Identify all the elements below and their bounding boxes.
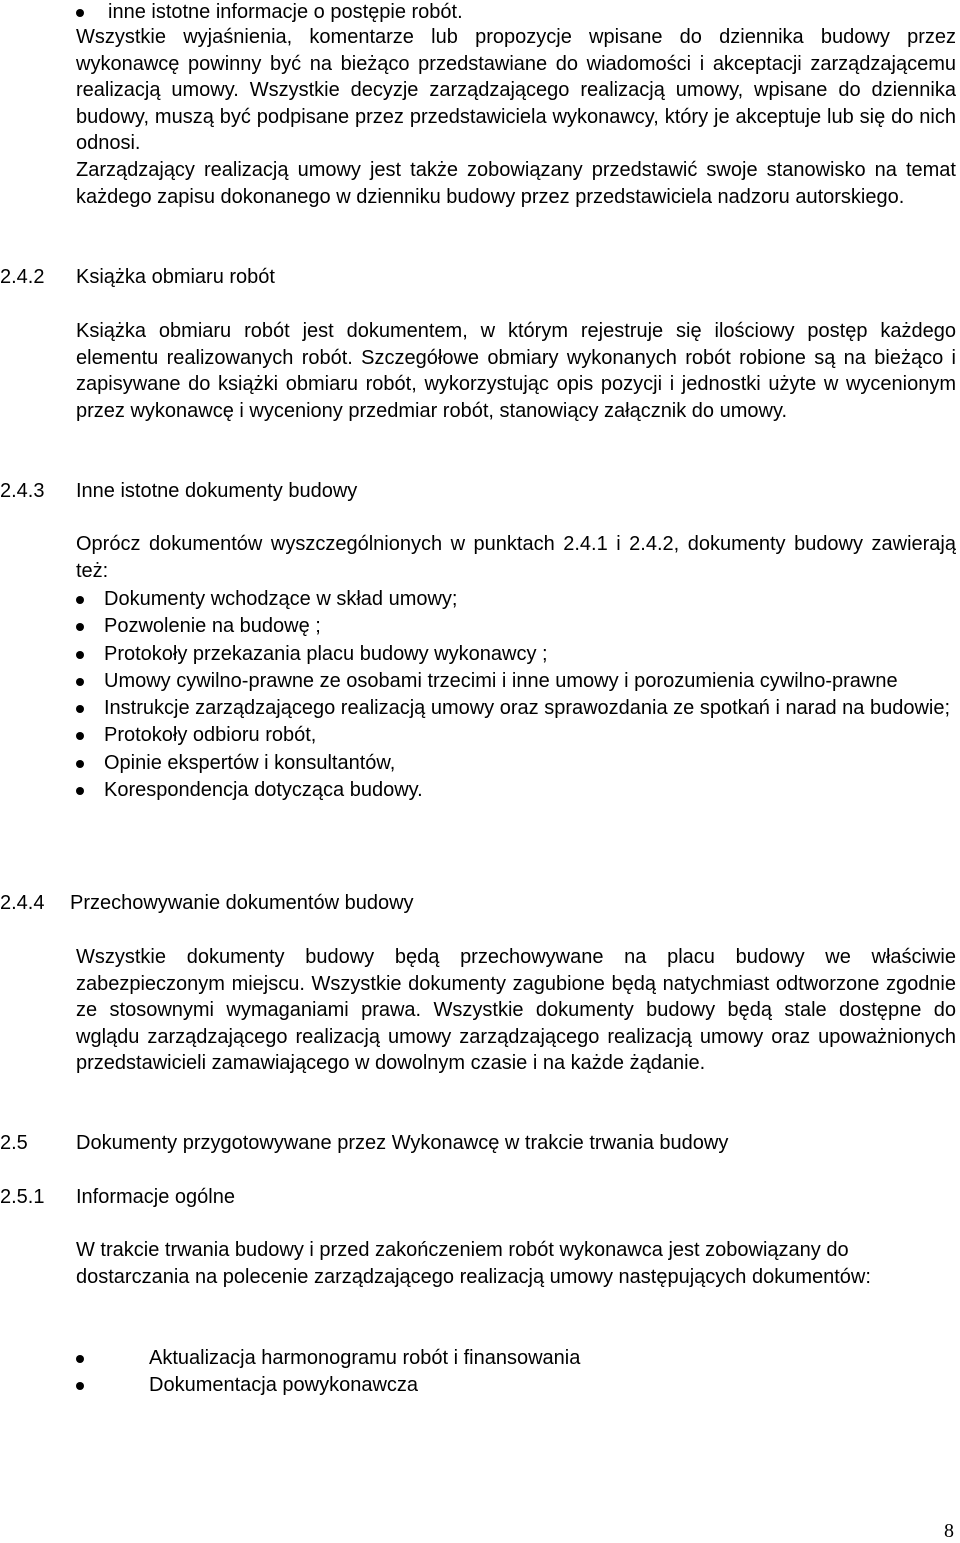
list-item-text: Pozwolenie na budowę ; bbox=[104, 615, 321, 638]
list-item bbox=[76, 586, 956, 613]
paragraph-text: W trakcie trwania budowy i przed zakończeniem robót wykonawca jest zobowiązany do dostarczania na polecenie zarządzającego realizacją umowy następujących dokumentów: bbox=[76, 1239, 871, 1288]
list-item bbox=[76, 777, 956, 804]
top-bullet bbox=[76, 0, 956, 26]
bullet-icon bbox=[76, 732, 84, 740]
paragraph-text: Wszystkie wyjaśnienia, komentarze lub propozycje wpisane do dziennika budowy przez wykonawcę powinny być na bieżąco przedstawiane do wiadomości i akceptacji zarządzającemu realizacją umowy. Wszystkie decyzje zarządzającego realizacją umowy, wpisane do dziennika budowy, muszą być podpisane przez przedstawiciela wykonawcy, który je akceptuje lub się do nich odnosi. bbox=[76, 26, 956, 154]
list-item-text: Umowy cywilno-prawne ze osobami trzecimi i inne umowy i porozumienia cywilno-prawne bbox=[104, 669, 898, 692]
paragraph-dziennik-1 bbox=[76, 24, 956, 157]
section-body-2-4-4 bbox=[76, 944, 956, 1077]
bullet-icon bbox=[76, 1382, 84, 1390]
paragraph-text: Zarządzający realizacją umowy jest także zobowiązany przedstawić swoje stanowisko na temat każdego zapisu dokonanego w dzienniku budowy przez przedstawiciela nadzoru autorskiego. bbox=[76, 159, 956, 208]
bullet-icon bbox=[76, 678, 84, 686]
list-item-text: Protokoły odbioru robót, bbox=[104, 724, 317, 747]
list-item bbox=[76, 722, 956, 749]
section-number: 2.5.1 bbox=[0, 1186, 45, 1208]
section-title: Przechowywanie dokumentów budowy bbox=[70, 892, 414, 914]
list-item bbox=[76, 695, 956, 722]
list-item-text: Instrukcje zarządzającego realizacją umowy oraz sprawozdania ze spotkań i narad na budowie; bbox=[104, 697, 951, 720]
list-item-text: Dokumenty wchodzące w skład umowy; bbox=[104, 588, 458, 610]
section-title: Inne istotne dokumenty budowy bbox=[76, 480, 358, 502]
section-number: 2.4.3 bbox=[0, 480, 45, 502]
bullet-icon bbox=[76, 705, 84, 713]
list-item bbox=[76, 613, 956, 640]
list-item-text: Aktualizacja harmonogramu robót i finansowania bbox=[149, 1347, 581, 1369]
document-list-2-4-3 bbox=[76, 586, 956, 804]
paragraph-text: Wszystkie dokumenty budowy będą przechowywane na placu budowy we właściwie zabezpieczonym miejscu. Wszystkie dokumenty zagubione będą natychmiast odtworzone zgodnie ze stosownymi wymaganiami prawa. Wszystkie dokumenty budowy będą stale dostępne do wglądu zarządzającego realizacją umowy zarządzającego realizacją umowy oraz upoważnionych przedstawicieli zamawiającego w dowolnym czasie i na każde żądanie. bbox=[76, 946, 956, 1074]
document-list-2-5-1 bbox=[76, 1345, 956, 1400]
list-item bbox=[76, 750, 956, 777]
paragraph-dziennik-2 bbox=[76, 157, 956, 210]
list-item bbox=[76, 668, 956, 695]
bullet-icon bbox=[76, 596, 84, 604]
list-item-text: Dokumentacja powykonawcza bbox=[149, 1374, 419, 1397]
section-title: Informacje ogólne bbox=[76, 1186, 235, 1208]
bullet-icon bbox=[76, 9, 84, 17]
section-title: Dokumenty przygotowywane przez Wykonawcę w trakcie trwania budowy bbox=[76, 1132, 729, 1154]
list-item bbox=[76, 1345, 956, 1372]
bullet-icon bbox=[76, 623, 84, 631]
bullet-icon bbox=[76, 1355, 84, 1363]
list-item-text: Opinie ekspertów i konsultantów, bbox=[104, 751, 396, 774]
paragraph-text: Książka obmiaru robót jest dokumentem, w którym rejestruje się ilościowy postęp każdego elementu realizowanych robót. Szczegółowe obmiary wykonanych robót robione są na bieżąco i zapisywane do książki obmiaru robót, wykorzystując opis pozycji i jednostki użyte w wycenionym przez wykonawcę i wyceniony przedmiar robót, stanowiący załącznik do umowy. bbox=[76, 320, 956, 422]
section-number: 2.5 bbox=[0, 1132, 28, 1154]
list-item bbox=[76, 641, 956, 668]
list-item bbox=[76, 1372, 956, 1399]
bullet-icon bbox=[76, 651, 84, 659]
section-title: Książka obmiaru robót bbox=[76, 266, 275, 288]
section-number: 2.4.2 bbox=[0, 266, 45, 288]
section-number: 2.4.4 bbox=[0, 892, 45, 914]
bullet-icon bbox=[76, 760, 84, 768]
section-body-2-4-2 bbox=[76, 318, 956, 424]
section-intro-2-4-3 bbox=[76, 531, 956, 584]
paragraph-text: Oprócz dokumentów wyszczególnionych w punktach 2.4.1 i 2.4.2, dokumenty budowy zawierają też: bbox=[76, 533, 956, 582]
top-bullet-text: inne istotne informacje o postępie robót. bbox=[108, 1, 463, 23]
list-item-text: Korespondencja dotycząca budowy. bbox=[104, 779, 423, 802]
list-item-text: Protokoły przekazania placu budowy wykonawcy ; bbox=[104, 642, 548, 665]
section-body-2-5-1 bbox=[76, 1237, 956, 1290]
page-number: 8 bbox=[944, 1520, 954, 1542]
bullet-icon bbox=[76, 787, 84, 795]
